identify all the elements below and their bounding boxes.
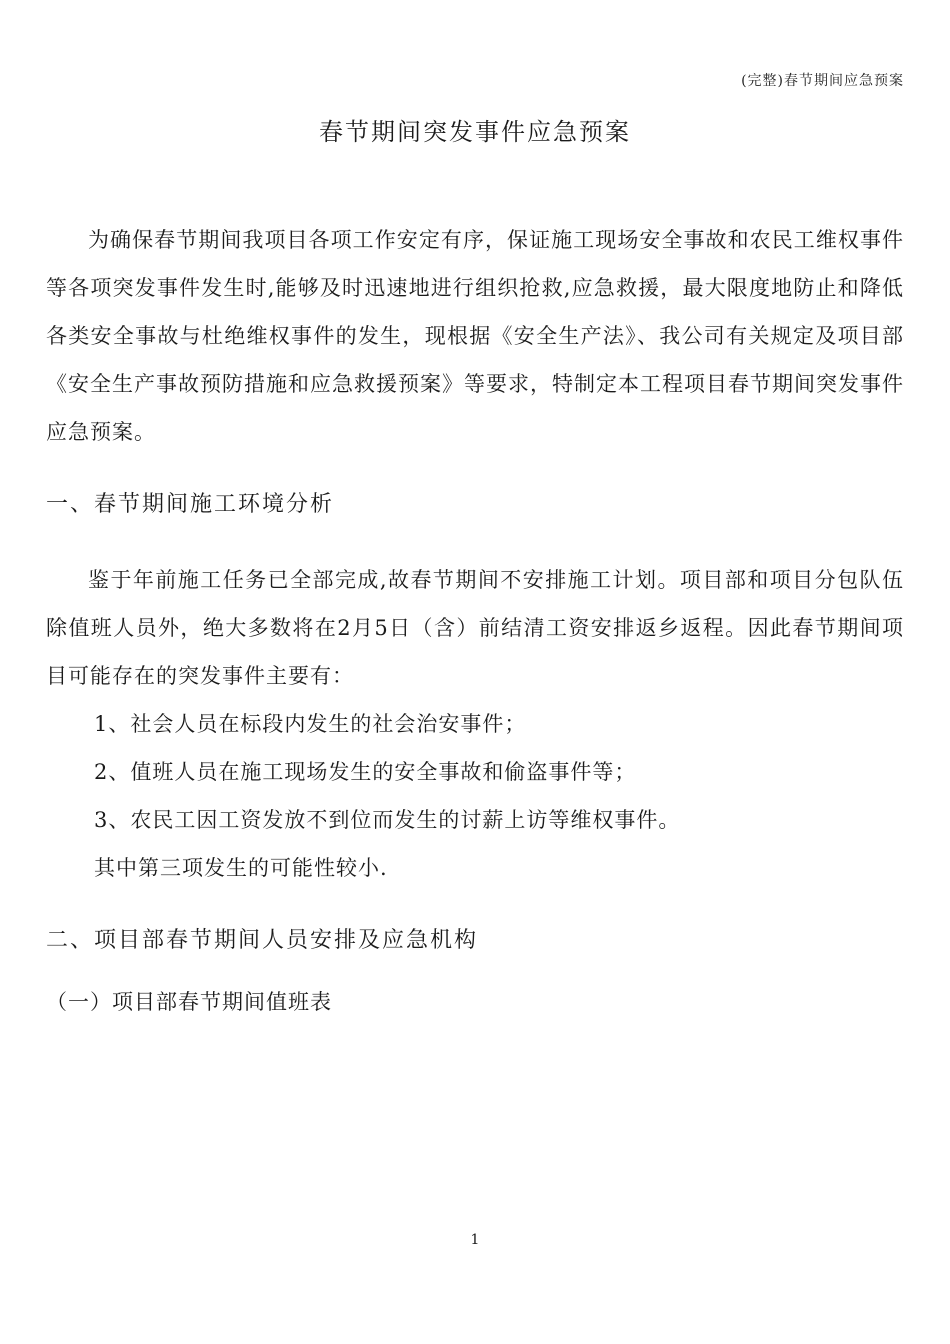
list-item-3: 3、农民工因工资发放不到位而发生的讨薪上访等维权事件。 [94,808,681,832]
header-note: (完整)春节期间应急预案 [741,73,904,89]
section-1-paragraph: 鉴于年前施工任务已全部完成,故春节期间不安排施工计划。项目部和项目分包队伍除值班人员外，绝大多数将在2月5日（含）前结清工资安排返乡返程。因此春节期间项目可能存在的突发事件主要有： [46,568,904,688]
section-2-heading: 二、项目部春节期间人员安排及应急机构 [46,928,479,953]
section-1-note: 其中第三项发生的可能性较小. [94,856,388,880]
section-1-heading: 一、春节期间施工环境分析 [46,492,335,517]
intro-paragraph: 为确保春节期间我项目各项工作安定有序，保证施工现场安全事故和农民工维权事件等各项突发事件发生时,能够及时迅速地进行组织抢救,应急救援，最大限度地防止和降低各类安全事故与杜绝维权事件的发生，现根据《安全生产法》、我公司有关规定及项目部《安全生产事故预防措施和应急救援预案》等要求，特制定本工程项目春节期间突发事件应急预案。 [46,228,904,444]
page-number: 1 [470,1232,480,1248]
list-item-2: 2、值班人员在施工现场发生的安全事故和偷盗事件等； [94,760,637,784]
subsection-heading: （一）项目部春节期间值班表 [46,990,332,1014]
document-title: 春节期间突发事件应急预案 [319,118,631,146]
list-item-1: 1、社会人员在标段内发生的社会治安事件； [94,712,527,736]
